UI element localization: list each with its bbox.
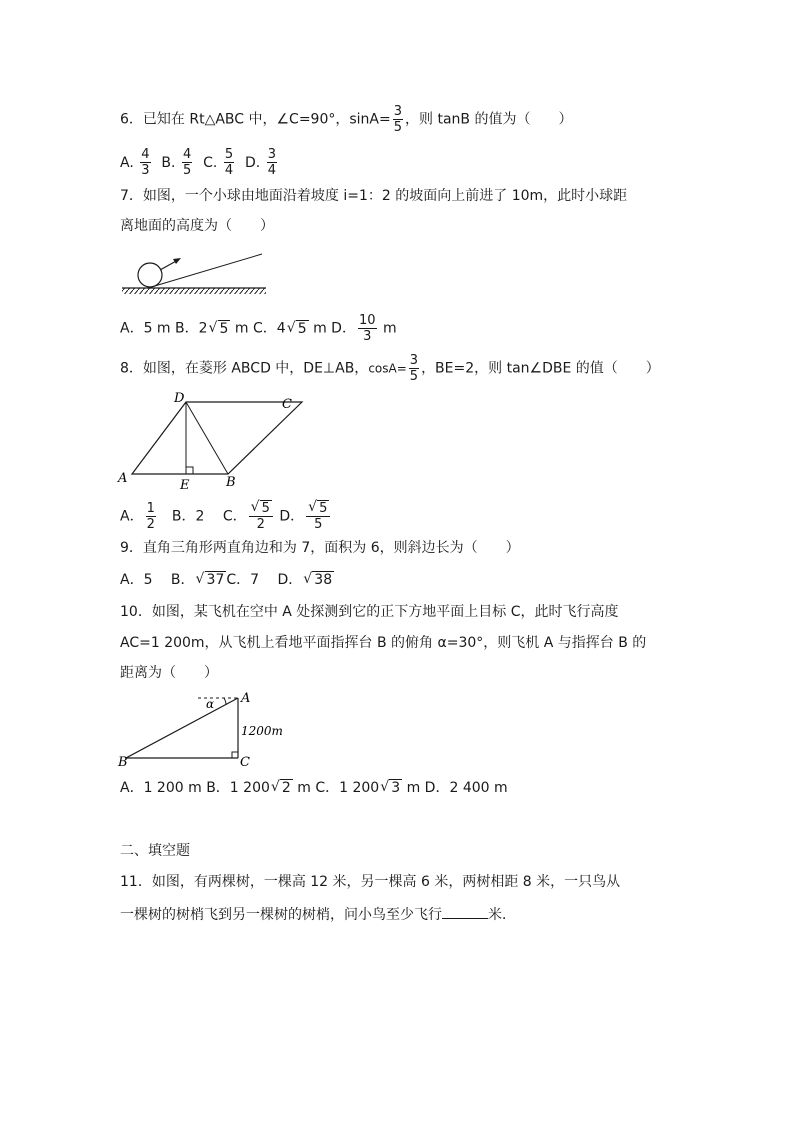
q7-options: A．5 m B．2√ 5 m C．4√ 5 m D． $\frac{10}{3}$ m (120, 313, 397, 344)
label-height: 1200m (241, 724, 283, 738)
q6-option-b[interactable]: B. $\frac{4}{5}$ (161, 147, 192, 178)
q11-stem-line2: 一棵树的树梢飞到另一棵树的树梢，问小鸟至少飞行 米． (120, 904, 516, 925)
label-b: B (226, 475, 236, 490)
arrow-head (173, 258, 181, 264)
q10-triangle-figure (116, 690, 286, 770)
label-e: E (180, 478, 190, 490)
q6-option-c[interactable]: C. $\frac{5}{4}$ (203, 147, 234, 178)
q6-option-a[interactable]: A. $\frac{4}{3}$ (120, 147, 150, 178)
q10-stem-line2: AC=1 200m，从飞机上看地平面指挥台 B 的俯角 α=30°，则飞机 A 与指挥台 B 的 (120, 635, 647, 651)
q8-options: A． $\frac{1}{2}$ B．2 C． √ $\frac{5}{2}$ D． √ $\frac{5}{5}$ (120, 501, 332, 532)
rhombus-abcd (132, 402, 302, 474)
ground-hatch (122, 288, 266, 294)
label-c: C (282, 397, 292, 412)
q8-rhombus-figure (116, 390, 306, 490)
angle-alpha-arc (224, 698, 226, 705)
ball (138, 263, 162, 287)
label-b: B (118, 755, 128, 770)
q10-stem-line3: 距离为（ ） (120, 665, 218, 681)
label-alpha: α (206, 697, 215, 711)
label-a: A (241, 691, 251, 706)
section-title: 二、填空题 (120, 843, 190, 859)
segment-db (186, 402, 228, 474)
q11-stem-line1: 11．如图，有两棵树，一棵高 12 米，另一棵高 6 米，两树相距 8 米，一只鸟从 (120, 874, 621, 890)
q9-stem: 9．直角三角形两直角边和为 7，面积为 6，则斜边长为（ ） (120, 540, 520, 556)
label-a: A (118, 471, 128, 486)
label-c: C (240, 755, 250, 770)
label-d: D (174, 391, 185, 406)
q6-fraction: $\frac{3}{5}$ (393, 104, 403, 135)
q7-stem-line2: 离地面的高度为（ ） (120, 218, 274, 234)
segment-ab (126, 698, 238, 758)
right-angle-mark (232, 752, 238, 758)
right-angle-mark (186, 467, 193, 474)
q6-option-d[interactable]: D. $\frac{3}{4}$ (245, 147, 276, 178)
q10-stem-line1: 10．如图，某飞机在空中 A 处探测到它的正下方地平面上目标 C，此时飞行高度 (120, 604, 619, 620)
answer-blank[interactable] (442, 904, 488, 919)
q9-options: A．5 B．√ 37 C．7 D．√ 38 (120, 570, 334, 590)
q8-stem: 8．如图，在菱形 ABCD 中，DE⊥AB，cosA= $\frac{3}{5}$ ，BE=2，则 tan∠DBE 的值（ ） (120, 353, 660, 384)
slope-line (148, 254, 262, 288)
q10-options: A．1 200 m B．1 200√ 2 m C．1 200√ 3 m D．2 400 m (120, 778, 508, 798)
q6-stem: 6．已知在 Rt△ABC 中，∠C=90°，sinA= $\frac{3}{5}$ ，则 tanB 的值为（ ） (120, 104, 573, 135)
q7-slope-figure (118, 248, 270, 298)
q6-options (120, 147, 279, 178)
q7-stem-line1: 7．如图，一个小球由地面沿着坡度 i=1：2 的坡面向上前进了 10m，此时小球距 (120, 188, 628, 204)
